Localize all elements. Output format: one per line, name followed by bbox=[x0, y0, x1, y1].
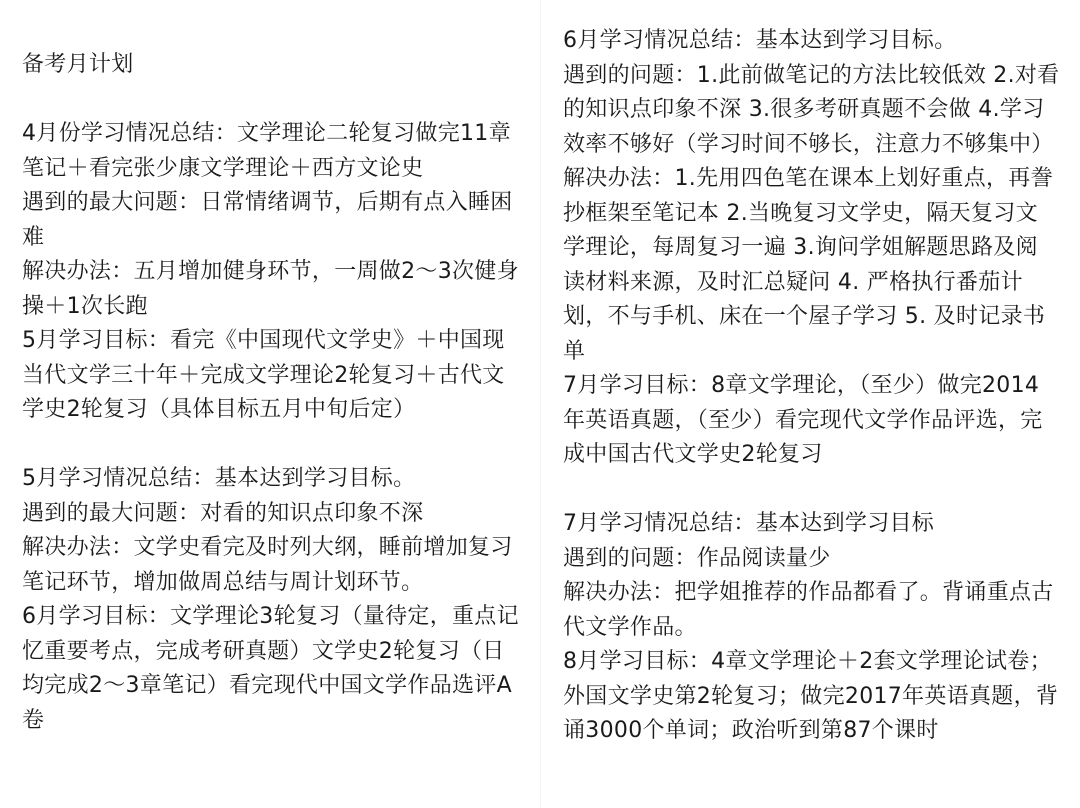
paragraph-gap bbox=[22, 83, 520, 118]
june-problem: 遇到的问题：1.此前做笔记的方法比较低效 2.对看的知识点印象不深 3.很多考研真题不会做 4.学习效率不够好（学习时间不够长，注意力不够集中） bbox=[563, 62, 1060, 157]
july-problem: 遇到的问题：作品阅读量少 bbox=[563, 545, 831, 571]
may-summary: 5月学习情况总结：基本达到学习目标。 bbox=[22, 466, 416, 491]
april-summary: 4月份学习情况总结：文学理论二轮复习做完11章笔记＋看完张少康文学理论＋西方文论史 bbox=[22, 121, 511, 181]
june-summary: 6月学习情况总结：基本达到学习目标。 bbox=[563, 28, 957, 53]
august-goal: 8月学习目标：4章文学理论＋2套文学理论试卷；外国文学史第2轮复习；做完2017年英语真题，背诵3000个单词；政治听到第87个课时 bbox=[563, 649, 1059, 743]
may-problem: 遇到的最大问题：对看的知识点印象不深 bbox=[22, 500, 424, 526]
may-goal: 5月学习目标：看完《中国现代文学史》＋中国现当代文学三十年＋完成文学理论2轮复习＋古代文学史2轮复习（具体目标五月中旬后定） bbox=[22, 328, 505, 422]
june-solution: 解决办法：1.先用四色笔在课本上划好重点，再誊抄框架至笔记本 2.当晚复习文学史，隔天复习文学理论，每周复习一遍 3.询问学姐解题思路及阅读材料来源，及时汇总疑问 4. 严格执行番茄计划，不与手机、床在一个屋子学习 5. 及时记录书单 bbox=[563, 166, 1053, 364]
may-solution: 解决办法：文学史看完及时列大纲，睡前增加复习笔记环节，增加做周总结与周计划环节。 bbox=[22, 535, 513, 595]
june-goal: 6月学习目标：文学理论3轮复习（量待定，重点记忆重要考点，完成考研真题）文学史2轮复习（日均完成2～3章笔记）看完现代中国文学作品选评A卷 bbox=[22, 604, 519, 733]
april-solution: 解决办法：五月增加健身环节，一周做2～3次健身操＋1次长跑 bbox=[22, 259, 519, 319]
july-goal: 7月学习目标：8章文学理论，（至少）做完2014年英语真题，（至少）看完现代文学作品评选，完成中国古代文学史2轮复习 bbox=[563, 373, 1043, 467]
document-title: 备考月计划 bbox=[22, 52, 134, 77]
paragraph-gap bbox=[563, 473, 1060, 508]
july-solution: 解决办法：把学姐推荐的作品都看了。背诵重点古代文学作品。 bbox=[563, 580, 1054, 640]
july-summary: 7月学习情况总结：基本达到学习目标 bbox=[563, 511, 935, 536]
april-problem: 遇到的最大问题：日常情绪调节，后期有点入睡困难 bbox=[22, 190, 513, 250]
right-column bbox=[540, 0, 1080, 808]
paragraph-gap bbox=[22, 428, 520, 463]
